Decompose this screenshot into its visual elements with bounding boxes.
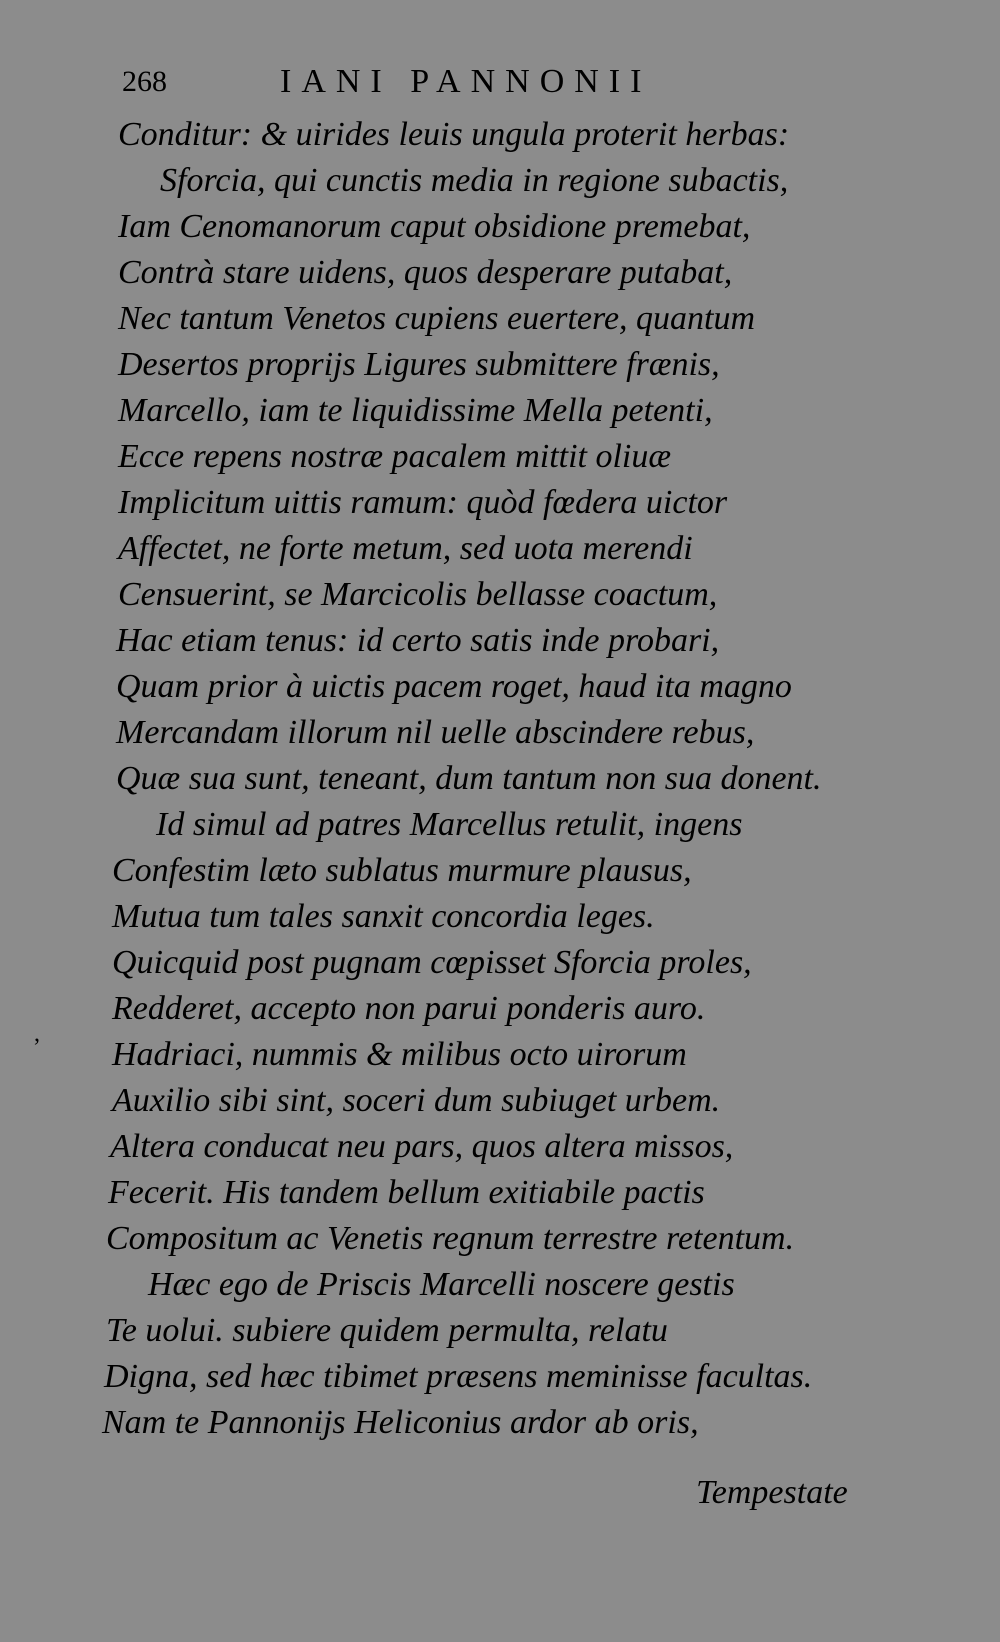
catchword: Tempestate [696, 1474, 848, 1511]
verse-line: Quam prior à uictis pacem roget, haud ita magno [116, 668, 792, 705]
verse-line: Mercandam illorum nil uelle abscindere rebus, [116, 714, 755, 751]
verse-line: Quicquid post pugnam cœpisset Sforcia proles, [112, 944, 752, 981]
verse-line: Mutua tum tales sanxit concordia leges. [112, 898, 655, 935]
verse-line: Auxilio sibi sint, soceri dum subiuget urbem. [112, 1082, 721, 1119]
verse-line: Confestim læto sublatus murmure plausus, [112, 852, 692, 889]
verse-line: Quæ sua sunt, teneant, dum tantum non sua donent. [116, 760, 822, 797]
verse-line: Hadriaci, nummis & milibus octo uirorum [112, 1036, 687, 1073]
verse-line: Conditur: & uirides leuis ungula proterit herbas: [118, 116, 790, 153]
verse-line: Affectet, ne forte metum, sed uota merendi [118, 530, 693, 567]
verse-line: Sforcia, qui cunctis media in regione subactis, [160, 162, 789, 199]
verse-line: Iam Cenomanorum caput obsidione premebat, [118, 208, 751, 245]
verse-line: Hac etiam tenus: id certo satis inde probari, [116, 622, 720, 659]
verse-line: Contrà stare uidens, quos desperare putabat, [118, 254, 733, 291]
running-head: IANI PANNONII [280, 63, 652, 100]
verse-line: Implicitum uittis ramum: quòd fœdera uictor [118, 484, 728, 521]
verse-line: Altera conducat neu pars, quos altera missos, [110, 1128, 734, 1165]
verse-line: Compositum ac Venetis regnum terrestre retentum. [106, 1220, 795, 1257]
verse-line: Desertos proprijs Ligures submittere frænis, [118, 346, 720, 383]
page-number: 268 [122, 65, 167, 98]
verse-line: Censuerint, se Marcicolis bellasse coactum, [118, 576, 718, 613]
verse-line: Fecerit. His tandem bellum exitiabile pactis [108, 1174, 705, 1211]
verse-line: Marcello, iam te liquidissime Mella petenti, [118, 392, 713, 429]
verse-line: Nec tantum Venetos cupiens euertere, quantum [118, 300, 756, 337]
verse-line: Redderet, accepto non parui ponderis auro. [112, 990, 706, 1027]
verse-line: Ecce repens nostræ pacalem mittit oliuæ [118, 438, 672, 475]
page-header [122, 62, 782, 102]
stray-ink-mark: , [34, 1021, 40, 1047]
verse-line: Digna, sed hæc tibimet præsens meminisse facultas. [104, 1358, 813, 1395]
verse-line: Hæc ego de Priscis Marcelli noscere gestis [148, 1266, 735, 1303]
verse-line: Id simul ad patres Marcellus retulit, ingens [156, 806, 743, 843]
verse-line: Nam te Pannonijs Heliconius ardor ab oris, [102, 1404, 699, 1441]
verse-line: Te uolui. subiere quidem permulta, relatu [106, 1312, 668, 1349]
